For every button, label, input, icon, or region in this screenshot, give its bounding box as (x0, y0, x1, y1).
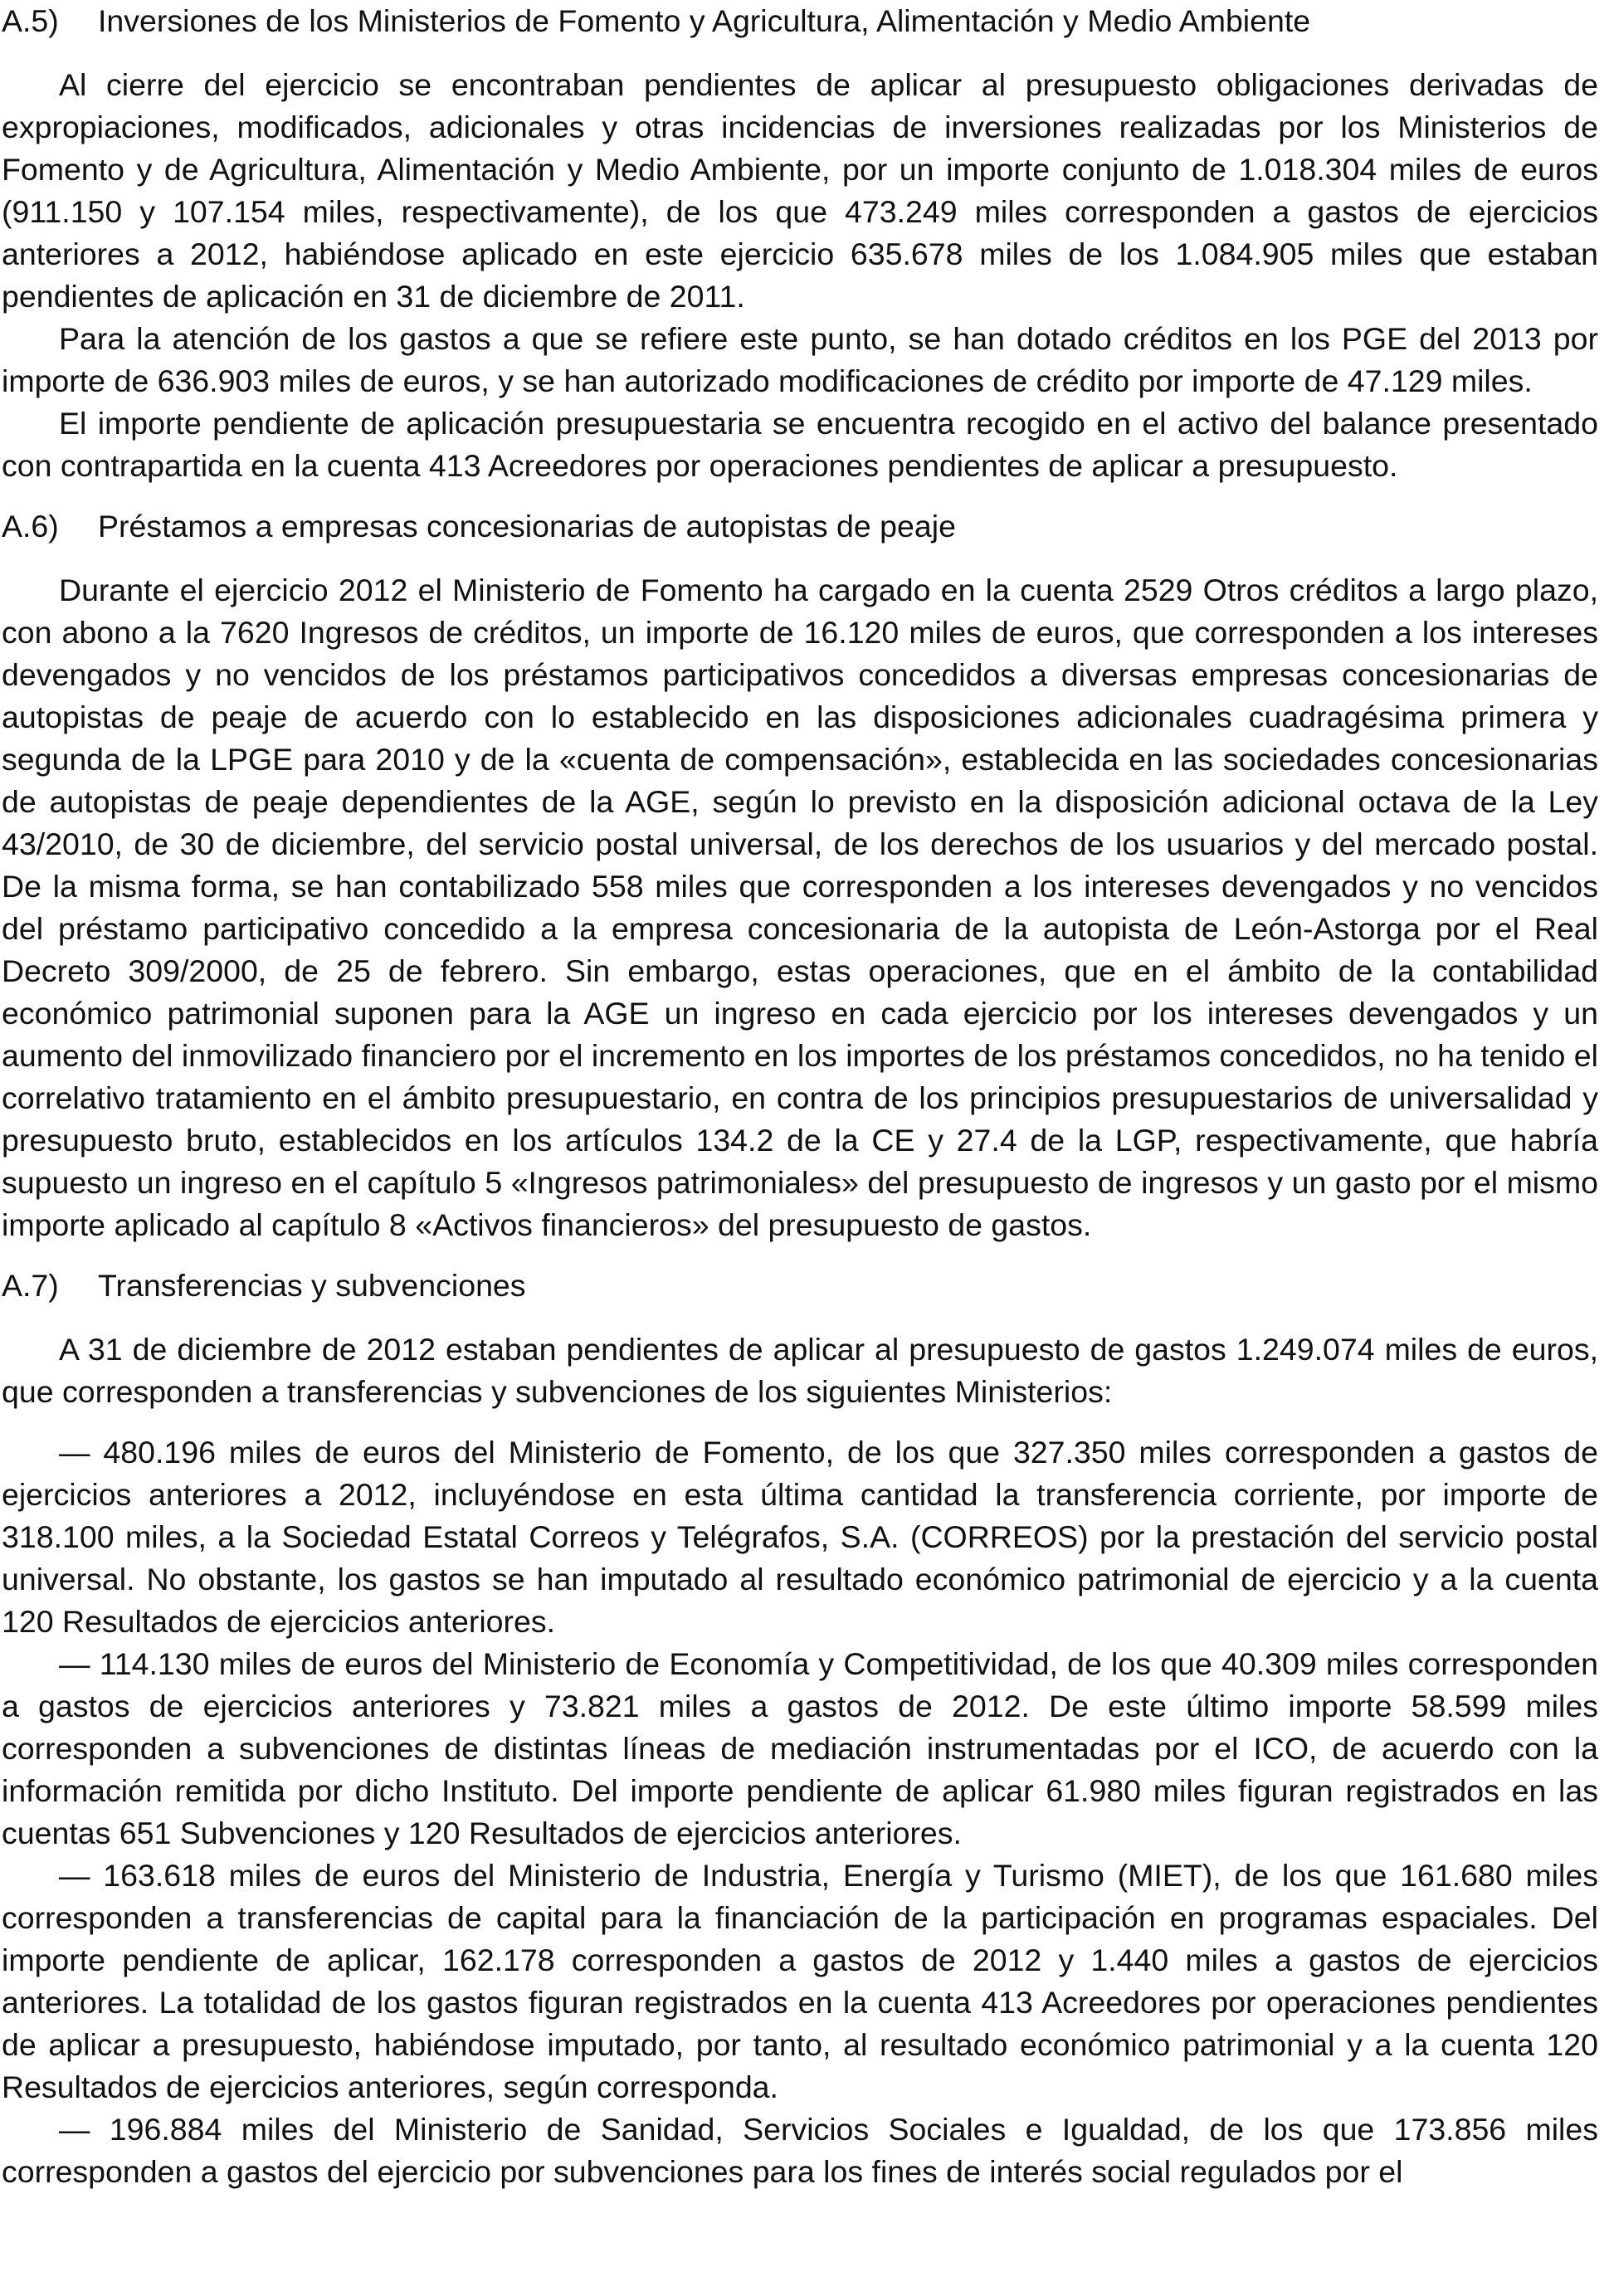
paragraph: Durante el ejercicio 2012 el Ministerio de Fomento ha cargado en la cuenta 2529 Otros créditos a largo plazo, con abono a la 7620 Ingresos de créditos, un importe de 16.120 miles de euros, que corresponden a los intereses devengados y no vencidos de los préstamos participativos concedidos a diversas empresas concesionarias de autopistas de peaje de acuerdo con lo establecido en las disposiciones adicionales cuadragésima primera y segunda de la LPGE para 2010 y de la «cuenta de compensación», establecida en las sociedades concesionarias de autopistas de peaje dependientes de la AGE, según lo previsto en la disposición adicional octava de la Ley 43/2010, de 30 de diciembre, del servicio postal universal, de los derechos de los usuarios y del mercado postal. De la misma forma, se han contabilizado 558 miles que corresponden a los intereses devengados y no vencidos del préstamo participativo concedido a la empresa concesionaria de la autopista de León-Astorga por el Real Decreto 309/2000, de 25 de febrero. Sin embargo, estas operaciones, que en el ámbito de la contabilidad económico patrimonial suponen para la AGE un ingreso en cada ejercicio por los intereses devengados y un aumento del inmovilizado financiero por el incremento en los importes de los préstamos concedidos, no ha tenido el correlativo tratamiento en el ámbito presupuestario, en contra de los principios presupuestarios de universalidad y presupuesto bruto, establecidos en los artículos 134.2 de la CE y 27.4 de la LGP, respectivamente, que habría supuesto un ingreso en el capítulo 5 «Ingresos patrimoniales» del presupuesto de ingresos y un gasto por el mismo importe aplicado al capítulo 8 «Activos financieros» del presupuesto de gastos. (2, 573, 1598, 1242)
paragraph: A 31 de diciembre de 2012 estaban pendientes de aplicar al presupuesto de gastos 1.249.074 miles de euros, que corresponden a transferencias y subvenciones de los siguientes Ministerios: (2, 1332, 1598, 1409)
section-title: Inversiones de los Ministerios de Fomento y Agricultura, Alimentación y Medio Ambiente (98, 3, 1311, 38)
section-number: A.6) (2, 509, 59, 544)
paragraph: El importe pendiente de aplicación presupuestaria se encuentra recogido en el activo del balance presentado con contrapartida en la cuenta 413 Acreedores por operaciones pendientes de aplicar a presupuesto. (2, 406, 1598, 483)
section-heading-a7 (2, 1265, 1598, 1307)
section-title: Préstamos a empresas concesionarias de autopistas de peaje (98, 509, 956, 544)
paragraph: Para la atención de los gastos a que se refiere este punto, se han dotado créditos en los PGE del 2013 por importe de 636.903 miles de euros, y se han autorizado modificaciones de crédito por importe de 47.129 miles. (2, 321, 1598, 398)
paragraph: Al cierre del ejercicio se encontraban pendientes de aplicar al presupuesto obligaciones derivadas de expropiaciones, modificados, adicionales y otras incidencias de inversiones realizadas por los Ministerios de Fomento y de Agricultura, Alimentación y Medio Ambiente, por un importe conjunto de 1.018.304 miles de euros (911.150 y 107.154 miles, respectivamente), de los que 473.249 miles corresponden a gastos de ejercicios anteriores a 2012, habiéndose aplicado en este ejercicio 635.678 miles de los 1.084.905 miles que estaban pendientes de aplicación en 31 de diciembre de 2011. (2, 67, 1598, 314)
list-item: — 196.884 miles del Ministerio de Sanidad, Servicios Sociales e Igualdad, de los que 173.856 miles corresponden a gastos del ejercicio por subvenciones para los fines de interés social regulados por el (2, 2112, 1598, 2189)
list-item: — 163.618 miles de euros del Ministerio de Industria, Energía y Turismo (MIET), de los que 161.680 miles corresponden a transferencias de capital para la financiación de la participación en programas espaciales. Del importe pendiente de aplicar, 162.178 corresponden a gastos de 2012 y 1.440 miles a gastos de ejercicios anteriores. La totalidad de los gastos figuran registrados en la cuenta 413 Acreedores por operaciones pendientes de aplicar a presupuesto, habiéndose imputado, por tanto, al resultado económico patrimonial y a la cuenta 120 Resultados de ejercicios anteriores, según corresponda. (2, 1858, 1598, 2104)
section-title: Transferencias y subvenciones (98, 1268, 526, 1303)
list-item: — 480.196 miles de euros del Ministerio de Fomento, de los que 327.350 miles corresponden a gastos de ejercicios anteriores a 2012, incluyéndose en esta última cantidad la transferencia corriente, por importe de 318.100 miles, a la Sociedad Estatal Correos y Telégrafos, S.A. (CORREOS) por la prestación del servicio postal universal. No obstante, los gastos se han imputado al resultado económico patrimonial de ejercicio y a la cuenta 120 Resultados de ejercicios anteriores. (2, 1435, 1598, 1639)
section-number: A.5) (2, 3, 59, 38)
section-heading-a5 (2, 0, 1598, 42)
list-item: — 114.130 miles de euros del Ministerio de Economía y Competitividad, de los que 40.309 miles corresponden a gastos de ejercicios anteriores y 73.821 miles a gastos de 2012. De este último importe 58.599 miles corresponden a subvenciones de distintas líneas de mediación instrumentadas por el ICO, de acuerdo con la información remitida por dicho Instituto. Del importe pendiente de aplicar 61.980 miles figuran registrados en las cuentas 651 Subvenciones y 120 Resultados de ejercicios anteriores. (2, 1646, 1598, 1850)
section-number: A.7) (2, 1268, 59, 1303)
section-heading-a6 (2, 505, 1598, 548)
